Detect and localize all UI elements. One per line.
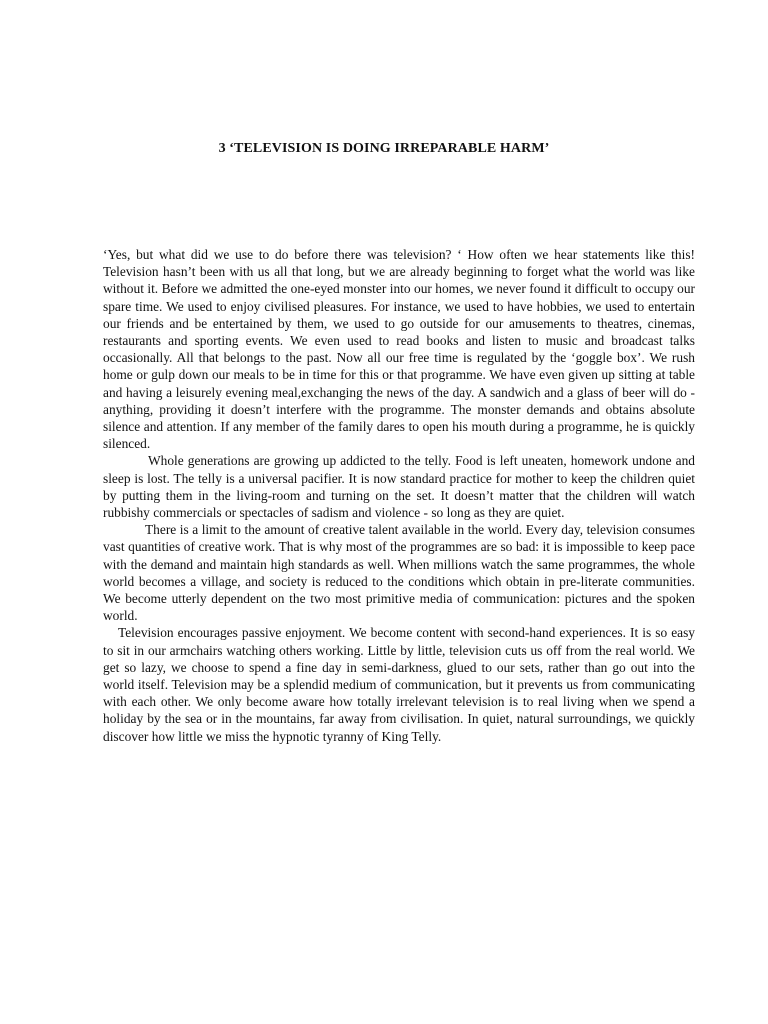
- paragraph-1: ‘Yes, but what did we use to do before there was television? ‘ How often we hear statements like this! Television hasn’t been with us all that long, but we are already beginning to forget what the world was like without it. Before we admitted the one-eyed monster into our homes, we never found it difficult to occupy our spare time. We used to enjoy civilised pleasures. For instance, we used to have hobbies, we used to entertain our friends and be entertained by them, we used to go outside for our amusements to theatres, cinemas, restaurants and sporting events. We even used to read books and listen to music and broadcast talks occasionally. All that belongs to the past. Now all our free time is regulated by the ‘goggle box’. We rush home or gulp down our meals to be in time for this or that programme. We have even given up sitting at table and having a leisurely evening meal,exchanging the news of the day. A sandwich and a glass of beer will do - anything, providing it doesn’t interfere with the programme. The monster demands and obtains absolute silence and attention. If any member of the family dares to open his mouth during a programme, he is quickly silenced.: [103, 247, 695, 452]
- paragraph-4: Television encourages passive enjoyment. We become content with second-hand experiences. It is so easy to sit in our armchairs watching others working. Little by little, television cuts us off from the real world. We get so lazy, we choose to spend a fine day in semi-darkness, glued to our sets, rather than go out into the world itself. Television may be a splendid medium of communication, but it prevents us from communicating with each other. We only become aware how totally irrelevant television is to real living when we spend a holiday by the sea or in the mountains, far away from civilisation. In quiet, natural surroundings, we quickly discover how little we miss the hypnotic tyranny of King Telly.: [103, 625, 695, 744]
- document-title: 3 ‘TELEVISION IS DOING IRREPARABLE HARM’: [218, 141, 550, 156]
- paragraph-2: Whole generations are growing up addicted to the telly. Food is left uneaten, homework undone and sleep is lost. The telly is a universal pacifier. It is now standard practice for mother to keep the children quiet by putting them in the living-room and turning on the set. It doesn’t matter that the children will watch rubbishy commercials or spectacles of sadism and violence - so long as they are quiet.: [103, 453, 695, 521]
- paragraph-3: There is a limit to the amount of creative talent available in the world. Every day, television consumes vast quantities of creative work. That is why most of the programmes are so bad: it is impossible to keep pace with the demand and maintain high standards as well. When millions watch the same programmes, the whole world becomes a village, and society is reduced to the conditions which obtain in pre-literate communities. We become utterly dependent on the two most primitive media of communication: pictures and the spoken world.: [103, 522, 695, 624]
- document-body: [103, 246, 695, 745]
